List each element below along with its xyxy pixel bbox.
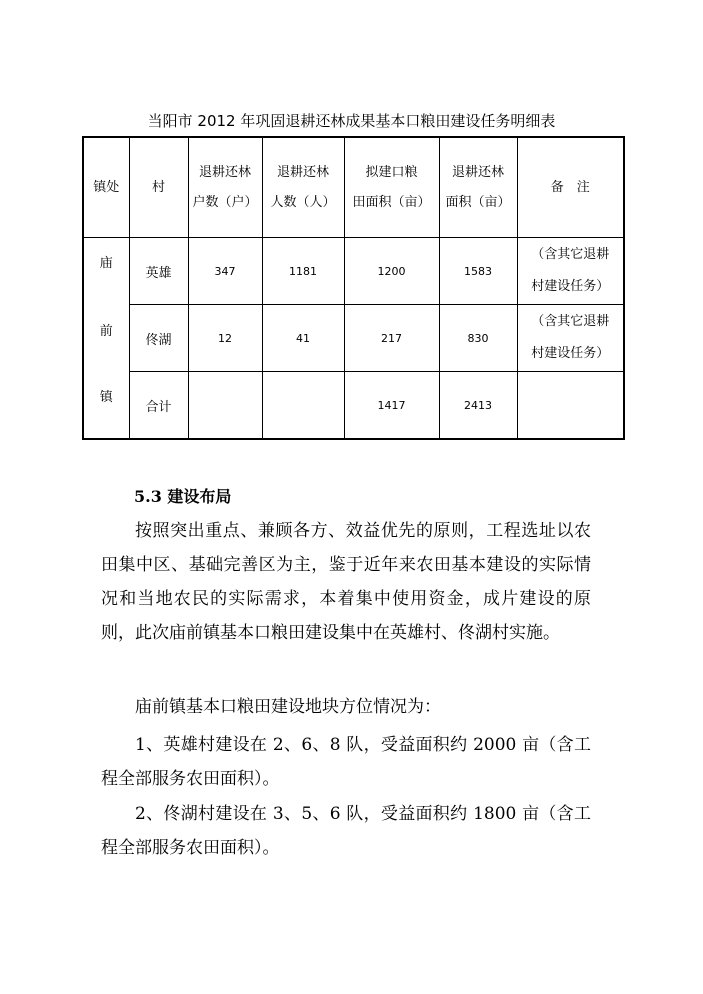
cell-planned: 217 <box>344 305 439 372</box>
header-households <box>188 137 262 238</box>
table-title: 当阳市 2012 年巩固退耕还林成果基本口粮田建设任务明细表 <box>147 112 556 130</box>
cell-persons: 41 <box>262 305 344 372</box>
cell-planned: 1200 <box>344 238 439 305</box>
header-planned-line1: 拟建口粮 <box>365 164 418 180</box>
header-households-line2: 户数（户） <box>192 194 258 210</box>
paragraph-tonghu: 2、佟湖村建设在 3、5、6 队，受益面积约 1800 亩（含工程全部服务农田面积）。 <box>101 804 591 858</box>
table-row <box>83 238 624 305</box>
header-area-line2: 面积（亩） <box>445 194 511 210</box>
table-row-total <box>83 372 624 440</box>
paragraph-plot-intro: 庙前镇基本口粮田建设地块方位情况为： <box>135 697 441 717</box>
paragraph-yingxiong: 1、英雄村建设在 2、6、8 队，受益面积约 2000 亩（含工程全部服务农田面积）。 <box>101 735 591 789</box>
town-char: 庙 <box>99 256 113 271</box>
header-town: 镇处 <box>83 137 129 238</box>
header-persons-line2: 人数（人） <box>270 194 336 210</box>
cell-area: 1583 <box>439 238 517 305</box>
cell-persons <box>262 372 344 440</box>
cell-village: 佟湖 <box>129 305 188 372</box>
header-households-line1: 退耕还林 <box>198 164 251 180</box>
header-returned-area <box>439 137 517 238</box>
remarks-line1: （含其它退耕 <box>531 314 610 329</box>
paragraph-layout-principle: 按照突出重点、兼顾各方、效益优先的原则，工程选址以农田集中区、基础完善区为主，鉴于近年来农田基本建设的实际情况和当地农民的实际需求，本着集中使用资金，成片建设的原则，此次庙前镇基本口粮田建设集中在英雄村、佟湖村实施。 <box>101 521 591 643</box>
remarks-line2: 村建设任务） <box>531 279 610 294</box>
header-planned-line2: 田面积（亩） <box>352 194 431 210</box>
cell-village: 合计 <box>129 372 188 440</box>
cell-area: 830 <box>439 305 517 372</box>
header-persons-line1: 退耕还林 <box>276 164 329 180</box>
remarks-line1: （含其它退耕 <box>531 247 610 262</box>
town-char: 镇 <box>99 390 113 405</box>
cell-planned: 1417 <box>344 372 439 440</box>
header-persons <box>262 137 344 238</box>
header-planned-area <box>344 137 439 238</box>
table-header-row <box>83 137 624 238</box>
header-village: 村 <box>129 137 188 238</box>
cell-remarks <box>517 305 624 372</box>
header-remarks: 备 注 <box>517 137 624 238</box>
cell-area: 2413 <box>439 372 517 440</box>
cell-remarks <box>517 238 624 305</box>
cell-households <box>188 372 262 440</box>
task-detail-table <box>82 136 625 440</box>
cell-village: 英雄 <box>129 238 188 305</box>
table-row <box>83 305 624 372</box>
town-cell <box>83 238 129 440</box>
cell-remarks <box>517 372 624 440</box>
section-heading: 5.3 建设布局 <box>134 487 232 506</box>
cell-persons: 1181 <box>262 238 344 305</box>
cell-households: 12 <box>188 305 262 372</box>
cell-households: 347 <box>188 238 262 305</box>
remarks-line2: 村建设任务） <box>531 346 610 361</box>
header-area-line1: 退耕还林 <box>451 164 504 180</box>
town-char: 前 <box>99 324 113 339</box>
